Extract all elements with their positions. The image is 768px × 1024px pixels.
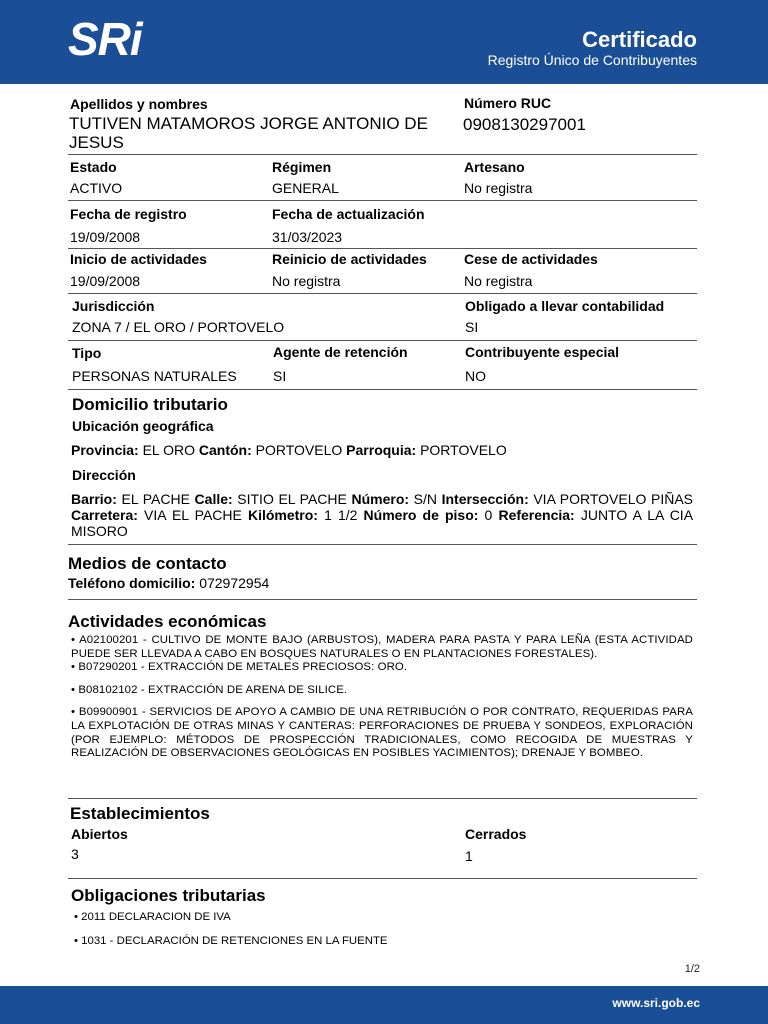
- divider: [68, 599, 697, 600]
- obligaciones-title: Obligaciones tributarias: [71, 886, 266, 905]
- fecha-registro-label: Fecha de registro: [70, 206, 187, 222]
- numero-value: S/N: [413, 491, 437, 507]
- reinicio-actividades-label: Reinicio de actividades: [272, 251, 427, 267]
- carretera-label: Carretera:: [71, 507, 138, 523]
- cerrados-value: 1: [465, 848, 473, 864]
- logo-text: SRi: [68, 13, 142, 65]
- jurisdiccion-value: ZONA 7 / EL ORO / PORTOVELO: [72, 319, 285, 335]
- domicilio-title: Domicilio tributario: [72, 395, 228, 414]
- interseccion-label: Intersección:: [441, 491, 529, 507]
- contabilidad-label: Obligado a llevar contabilidad: [465, 298, 665, 314]
- tipo-value: PERSONAS NATURALES: [72, 368, 237, 384]
- list-item: • B09900901 - SERVICIOS DE APOYO A CAMBIO DE UNA RETRIBUCIÓN O POR CONTRATO, REQUERIDAS PARA LA EXPLOTACIÓN DE OTRAS MINAS Y CANTERAS: PERFORACIONES DE PRUEBA Y SONDEOS, EXPLORACIÓN (POR EJEMPLO: MÉTODOS DE PROSPECCIÓN TRADICIONALES, COMO RECOGIDA DE MUESTRAS Y REALIZACIÓN DE OBSERVACIONES GEOLÓGICAS EN POSIBLES YACIMIENTOS); DRENAJE Y BOMBEO.: [71, 706, 693, 760]
- cese-actividades-label: Cese de actividades: [464, 251, 598, 267]
- list-item: • A02100201 - CULTIVO DE MONTE BAJO (ARBUSTOS), MADERA PARA PASTA Y PARA LEÑA (ESTA ACTIVIDAD PUEDE SER LLEVADA A CABO EN BOSQUES NATURALES O EN PLANTACIONES FORESTALES).: [71, 634, 693, 661]
- direccion-label: Dirección: [72, 467, 136, 483]
- artesano-value: No registra: [464, 180, 533, 196]
- divider: [68, 798, 697, 799]
- piso-value: 0: [484, 507, 493, 523]
- list-item: • 2011 DECLARACION DE IVA: [74, 910, 388, 924]
- direccion-value: [71, 491, 693, 539]
- calle-label: Calle:: [194, 491, 233, 507]
- fecha-registro-value: 19/09/2008: [70, 229, 141, 245]
- kilometro-label: Kilómetro:: [247, 507, 318, 523]
- reinicio-actividades-value: No registra: [272, 273, 341, 289]
- fecha-actualizacion-value: 31/03/2023: [272, 229, 343, 245]
- list-item: • B07290201 - EXTRACCIÓN DE METALES PRECIOSOS: ORO.: [71, 661, 693, 675]
- interseccion-value: VIA PORTOVELO PIÑAS: [533, 491, 693, 507]
- telefono-line: [68, 575, 269, 591]
- fecha-actualizacion-label: Fecha de actualización: [272, 206, 425, 222]
- estado-label: Estado: [70, 159, 117, 175]
- header-bar: [0, 0, 768, 84]
- list-item: • B08102102 - EXTRACCIÓN DE ARENA DE SILICE.: [71, 684, 693, 698]
- actividades-title: Actividades económicas: [68, 612, 267, 631]
- establecimientos-title: Establecimientos: [70, 804, 210, 823]
- artesano-label: Artesano: [464, 159, 525, 175]
- certificate-subtitle: Registro Único de Contribuyentes: [487, 52, 697, 68]
- agente-retencion-label: Agente de retención: [273, 344, 408, 360]
- referencia-value: JUNTO A LA CIA MISORO: [71, 507, 694, 539]
- footer-bar: [0, 986, 768, 1024]
- divider: [68, 248, 697, 249]
- canton-value: PORTOVELO: [255, 442, 343, 458]
- regimen-label: Régimen: [272, 159, 332, 175]
- agente-retencion-value: SI: [273, 368, 287, 384]
- list-item: • 1031 - DECLARACIÓN DE RETENCIONES EN LA FUENTE: [74, 934, 388, 948]
- name-value-line1: TUTIVEN MATAMOROS JORGE ANTONIO DE: [69, 114, 428, 133]
- telefono-value: 072972954: [199, 575, 270, 591]
- canton-label: Cantón:: [198, 442, 252, 458]
- referencia-label: Referencia:: [498, 507, 575, 523]
- piso-label: Número de piso:: [363, 507, 479, 523]
- divider: [68, 544, 697, 545]
- contabilidad-value: SI: [465, 319, 479, 335]
- ubicacion-label: Ubicación geográfica: [72, 418, 214, 434]
- divider: [68, 389, 697, 390]
- divider: [68, 154, 697, 155]
- cerrados-label: Cerrados: [465, 826, 527, 842]
- obligaciones-list: [74, 910, 388, 948]
- provincia-label: Provincia:: [71, 442, 139, 458]
- divider: [68, 293, 697, 294]
- divider: [68, 878, 697, 879]
- name-label: Apellidos y nombres: [70, 96, 208, 112]
- barrio-value: EL PACHE: [121, 491, 190, 507]
- calle-value: SITIO EL PACHE: [237, 491, 347, 507]
- regimen-value: GENERAL: [272, 180, 339, 196]
- divider: [68, 200, 697, 201]
- cese-actividades-value: No registra: [464, 273, 533, 289]
- page-number: 1/2: [684, 963, 700, 975]
- tipo-label: Tipo: [72, 345, 102, 361]
- numero-label: Número:: [351, 491, 410, 507]
- name-value-line2: JESUS: [69, 133, 124, 152]
- carretera-value: VIA EL PACHE: [144, 507, 242, 523]
- barrio-label: Barrio:: [71, 491, 117, 507]
- parroquia-value: PORTOVELO: [420, 442, 507, 458]
- contribuyente-especial-value: NO: [465, 368, 486, 384]
- telefono-label: Teléfono domicilio:: [68, 575, 196, 591]
- parroquia-label: Parroquia:: [346, 442, 417, 458]
- actividades-list: [71, 634, 693, 761]
- contacto-title: Medios de contacto: [68, 554, 227, 573]
- contribuyente-especial-label: Contribuyente especial: [465, 344, 620, 360]
- inicio-actividades-value: 19/09/2008: [70, 273, 141, 289]
- kilometro-value: 1 1/2: [324, 507, 358, 523]
- website-link[interactable]: www.sri.gob.ec: [612, 996, 700, 1010]
- jurisdiccion-label: Jurisdicción: [72, 298, 155, 314]
- provincia-value: EL ORO: [142, 442, 195, 458]
- abiertos-label: Abiertos: [71, 826, 128, 842]
- sri-logo: [68, 12, 160, 66]
- divider: [68, 340, 697, 341]
- abiertos-value: 3: [71, 846, 79, 862]
- certificate-title: Certificado: [582, 27, 697, 52]
- inicio-actividades-label: Inicio de actividades: [70, 251, 207, 267]
- ruc-label: Número RUC: [464, 95, 552, 111]
- ruc-value: 0908130297001: [463, 115, 586, 134]
- ubicacion-line: [71, 442, 507, 458]
- estado-value: ACTIVO: [70, 180, 123, 196]
